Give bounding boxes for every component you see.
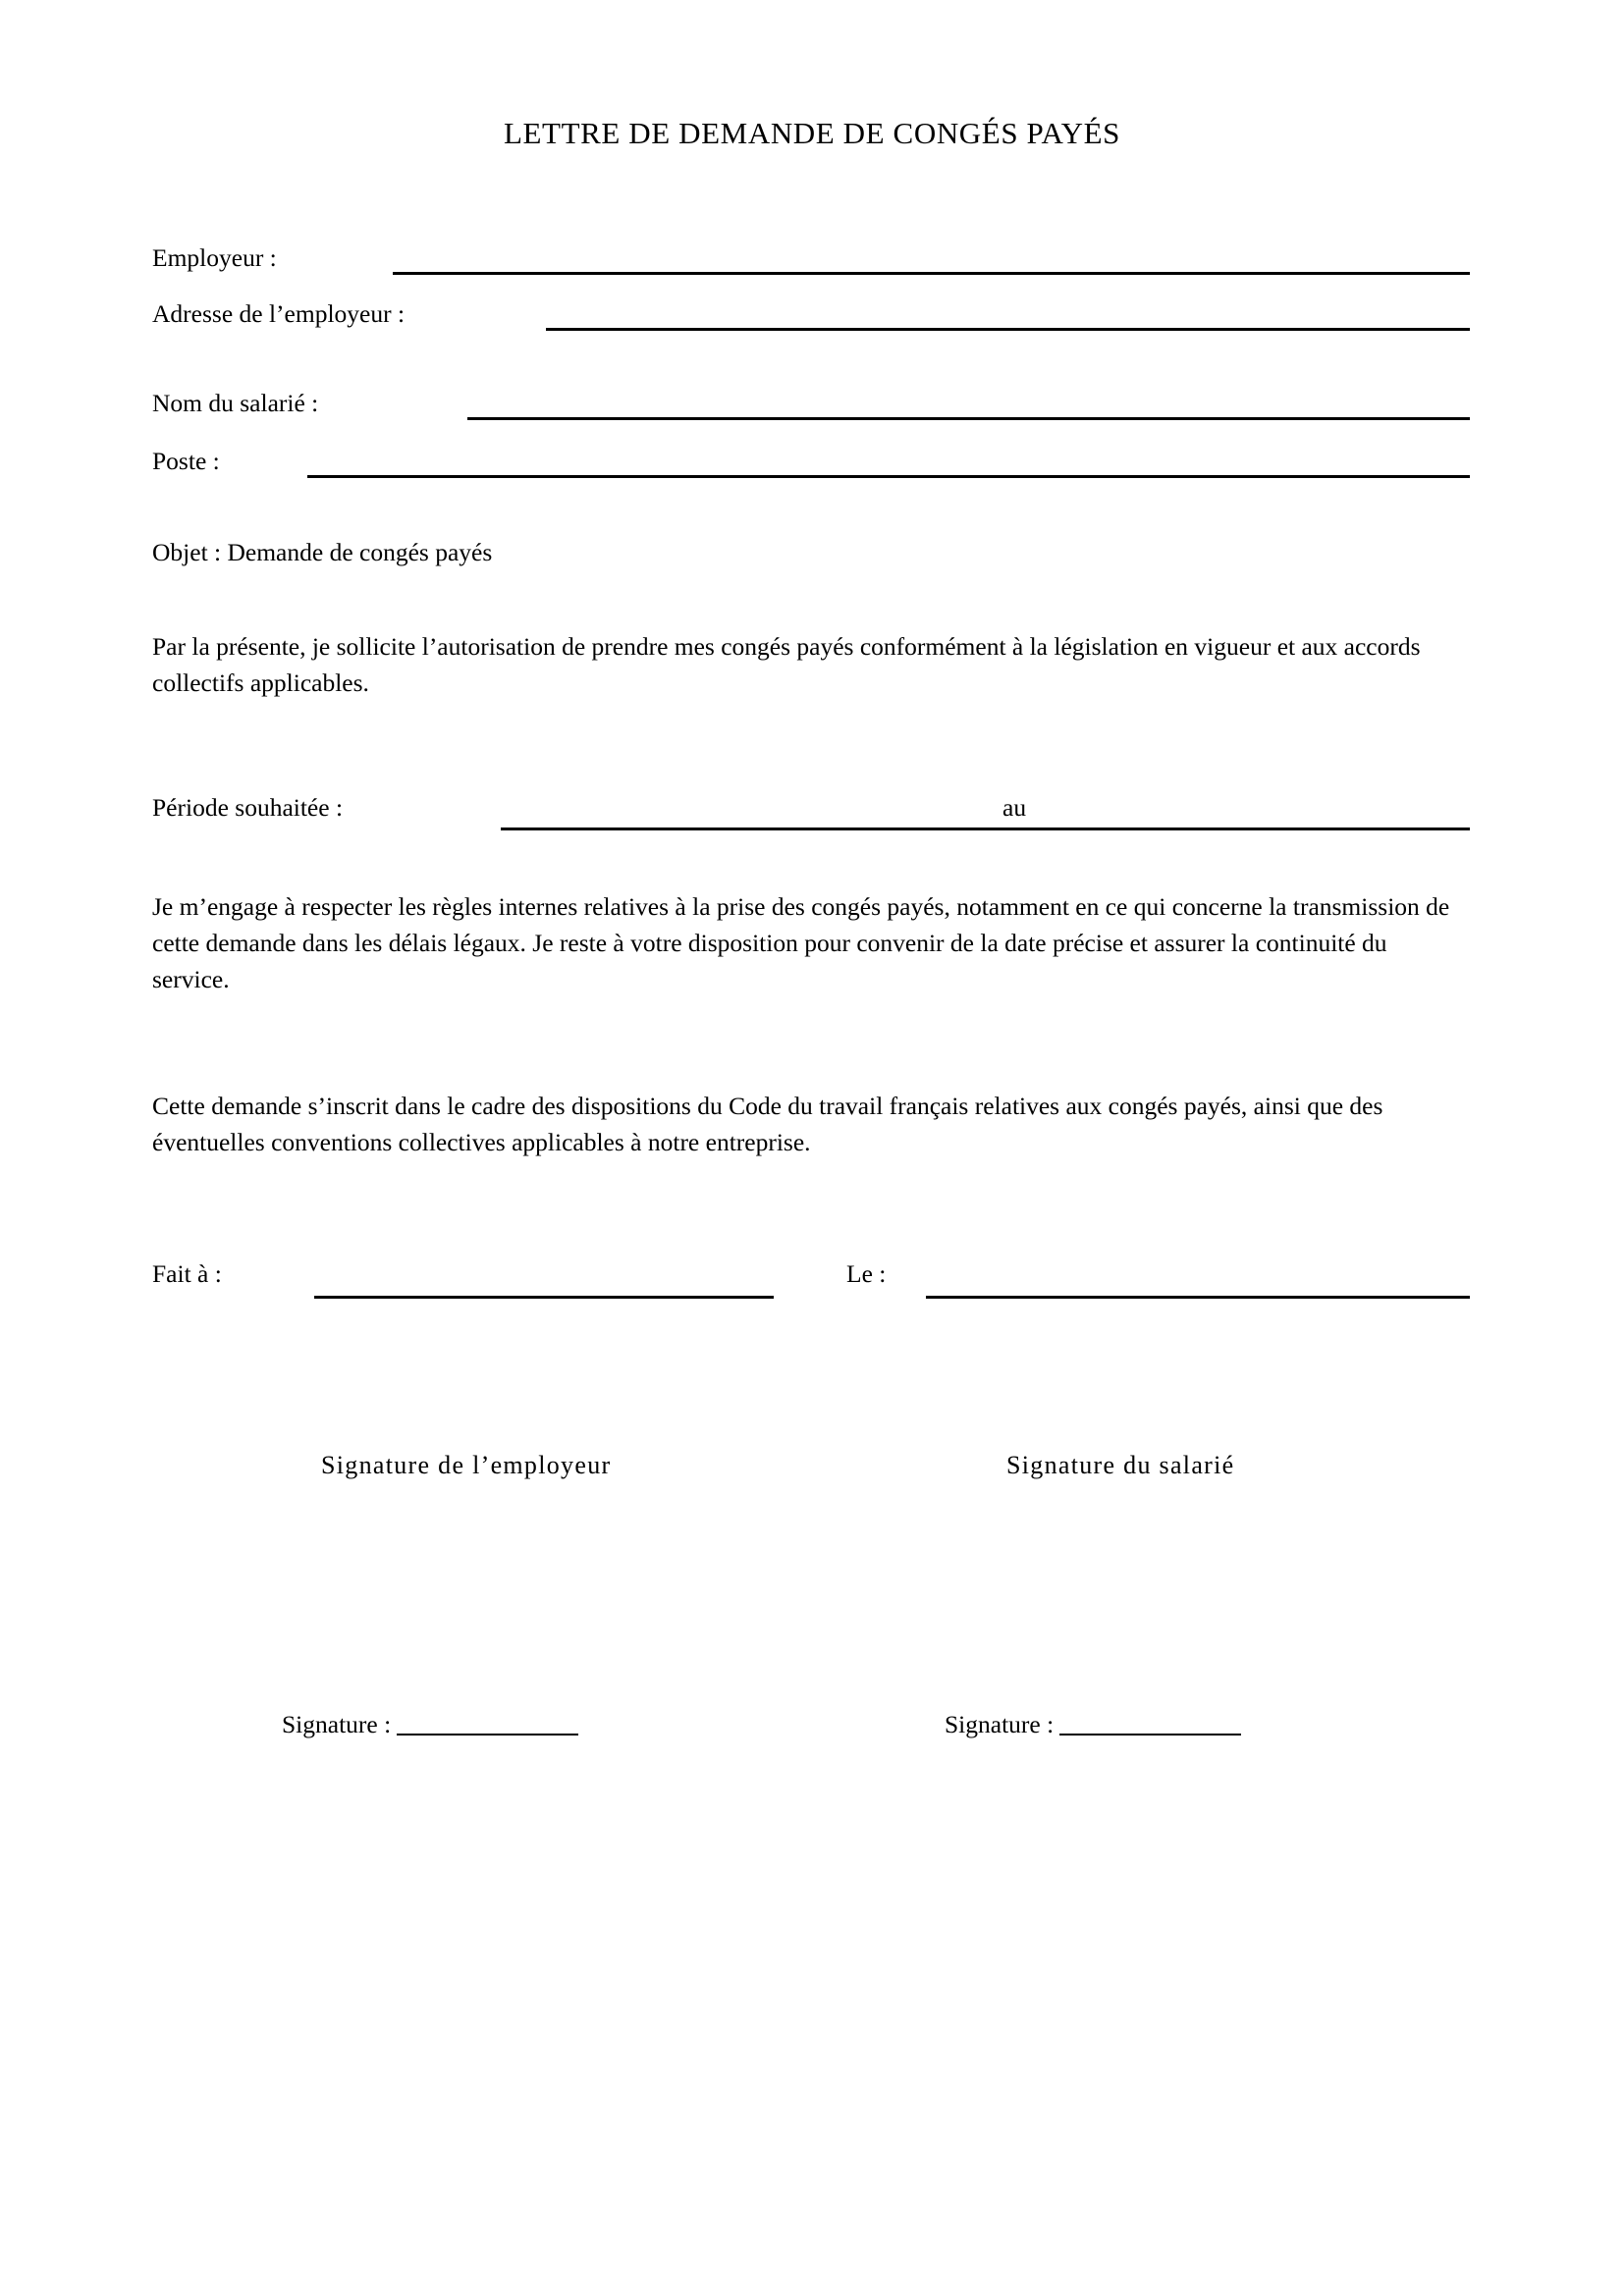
employee-signature-caption: Signature du salarié [1006,1451,1235,1479]
employer-address-label: Adresse de l’employeur : [152,299,406,328]
body-paragraph-2: Je m’engage à respecter les règles internes relatives à la prise des congés payés, notamment en ce qui concerne la transmission de cette demande dans les délais légaux. Je reste à votre disposition pour convenir de la date précise et assurer la continuité du service. [152,892,1450,993]
employee-name-input-rule[interactable] [467,417,1470,420]
date-input-rule[interactable] [926,1296,1470,1299]
employer-address-input-rule[interactable] [546,328,1470,331]
employee-name-label: Nom du salarié : [152,389,319,417]
employee-signature-blank[interactable] [1059,1734,1241,1735]
employer-signature-field[interactable] [282,1710,578,1739]
employer-signature-caption: Signature de l’employeur [321,1451,612,1479]
employer-signature-blank[interactable] [397,1734,578,1735]
employer-input-rule[interactable] [393,272,1470,275]
body-paragraph-1: Par la présente, je sollicite l’autorisation de prendre mes congés payés conformément à la législation en vigueur et aux accords collectifs applicables. [152,632,1421,697]
period-input-rule[interactable] [501,828,1470,830]
position-input-rule[interactable] [307,475,1470,478]
date-label: Le : [846,1259,887,1288]
employer-label: Employeur : [152,243,277,272]
employer-signature-label: Signature : [282,1710,392,1738]
place-label: Fait à : [152,1259,222,1288]
place-input-rule[interactable] [314,1296,774,1299]
employee-signature-label: Signature : [945,1710,1055,1738]
body-paragraph-3: Cette demande s’inscrit dans le cadre des dispositions du Code du travail français relatives aux congés payés, ainsi que des éventuelles conventions collectives applicables à notre entreprise. [152,1092,1383,1156]
position-label: Poste : [152,447,220,475]
page-title: LETTRE DE DEMANDE DE CONGÉS PAYÉS [503,116,1121,150]
subject-line: Objet : Demande de congés payés [152,538,493,566]
period-label: Période souhaitée : [152,793,344,822]
period-separator: au [1002,793,1027,822]
employee-signature-field[interactable] [945,1710,1241,1739]
